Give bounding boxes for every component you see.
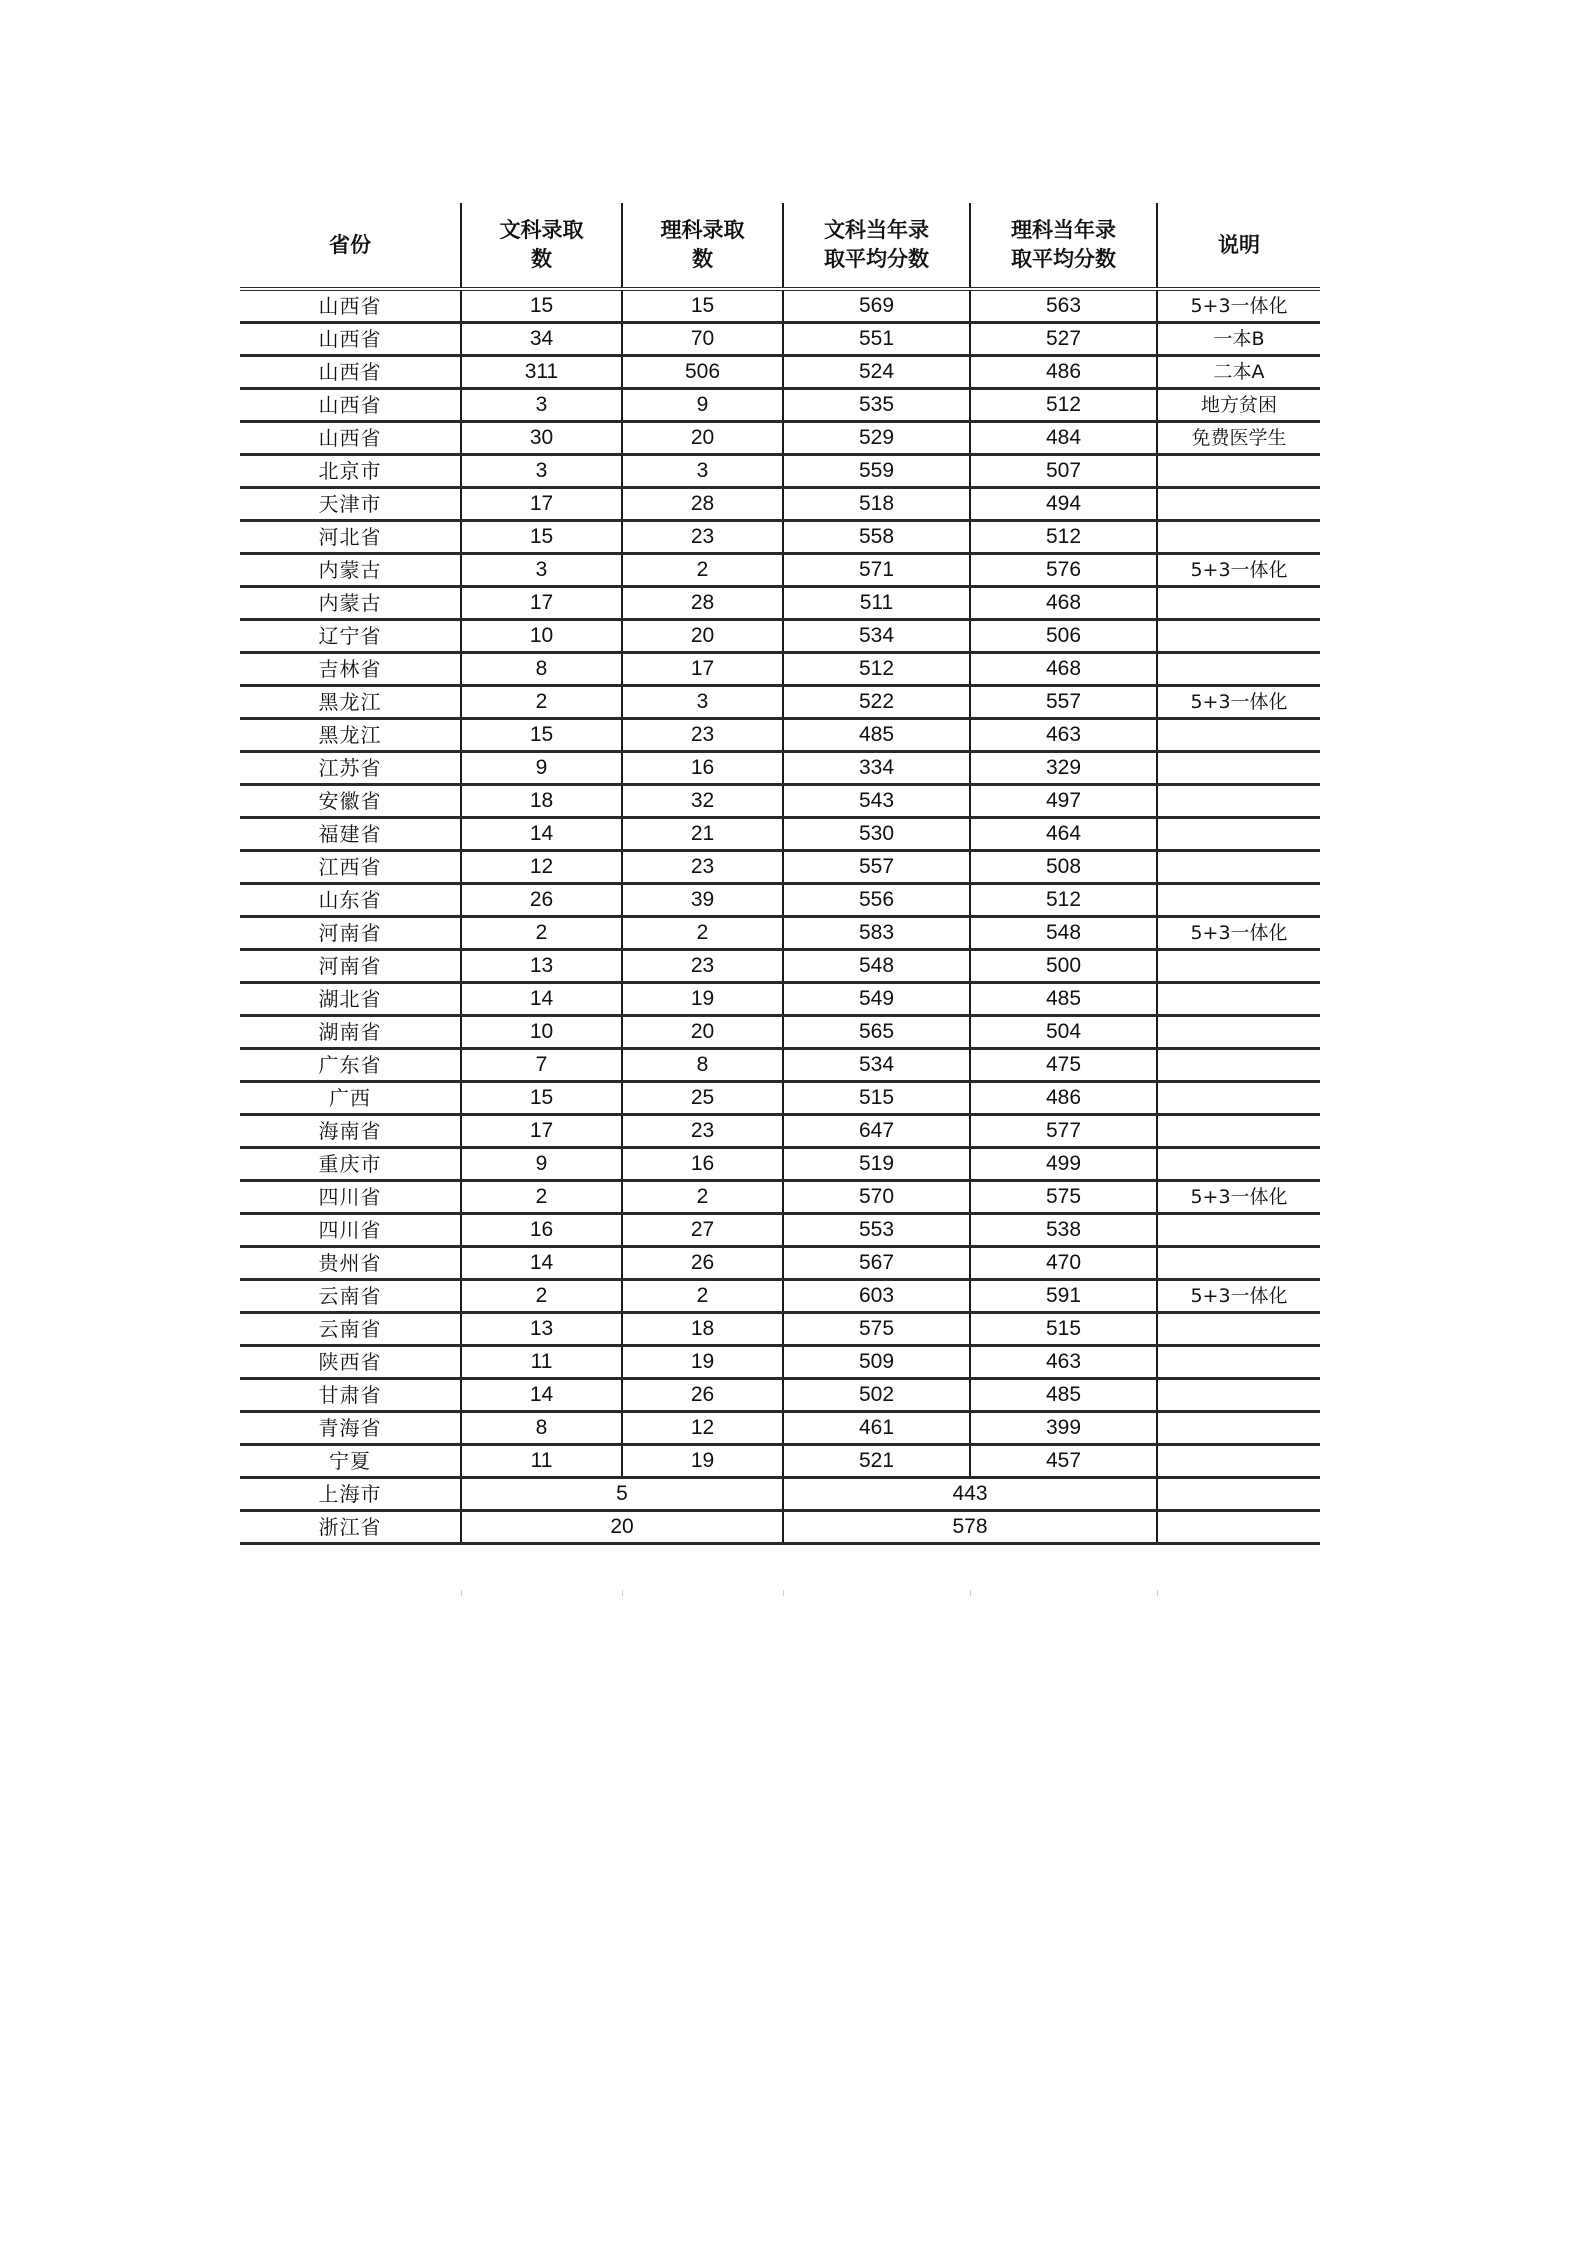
cell-arts-avg: 534 bbox=[783, 1049, 970, 1082]
cell-arts-count: 11 bbox=[461, 1445, 622, 1478]
cell-arts-avg: 571 bbox=[783, 554, 970, 587]
cell-province: 吉林省 bbox=[240, 653, 461, 686]
table-row bbox=[240, 818, 1320, 851]
cell-note bbox=[1157, 719, 1320, 752]
header-text-line: 理科录取 bbox=[660, 218, 745, 242]
header-text-line: 文科录取 bbox=[499, 218, 584, 242]
table-row bbox=[240, 422, 1320, 455]
cell-note: 地方贫困 bbox=[1157, 389, 1320, 422]
header-note bbox=[1157, 203, 1320, 289]
cell-science-count: 8 bbox=[622, 1049, 783, 1082]
cell-province: 山西省 bbox=[240, 389, 461, 422]
cell-science-count: 23 bbox=[622, 851, 783, 884]
cell-province: 辽宁省 bbox=[240, 620, 461, 653]
cell-arts-avg: 575 bbox=[783, 1313, 970, 1346]
cell-science-avg: 470 bbox=[970, 1247, 1157, 1280]
cell-province: 天津市 bbox=[240, 488, 461, 521]
cell-arts-count: 10 bbox=[461, 620, 622, 653]
cell-province: 陕西省 bbox=[240, 1346, 461, 1379]
cell-science-avg: 548 bbox=[970, 917, 1157, 950]
cell-province: 云南省 bbox=[240, 1280, 461, 1313]
cell-arts-avg: 521 bbox=[783, 1445, 970, 1478]
table-row bbox=[240, 323, 1320, 356]
cell-arts-avg: 567 bbox=[783, 1247, 970, 1280]
cell-province: 黑龙江 bbox=[240, 719, 461, 752]
cell-science-count: 19 bbox=[622, 1445, 783, 1478]
cell-science-count: 21 bbox=[622, 818, 783, 851]
cell-province: 河南省 bbox=[240, 917, 461, 950]
cell-note bbox=[1157, 1049, 1320, 1082]
header-row bbox=[240, 203, 1320, 289]
cell-science-avg: 507 bbox=[970, 455, 1157, 488]
cell-science-avg: 575 bbox=[970, 1181, 1157, 1214]
cell-arts-avg: 548 bbox=[783, 950, 970, 983]
cell-province: 青海省 bbox=[240, 1412, 461, 1445]
cell-arts-count: 7 bbox=[461, 1049, 622, 1082]
cell-arts-count: 11 bbox=[461, 1346, 622, 1379]
table-row bbox=[240, 1082, 1320, 1115]
table-row bbox=[240, 752, 1320, 785]
table-row bbox=[240, 653, 1320, 686]
cell-province: 河南省 bbox=[240, 950, 461, 983]
cell-note bbox=[1157, 818, 1320, 851]
cell-province: 上海市 bbox=[240, 1478, 461, 1511]
cell-total-avg: 578 bbox=[783, 1511, 1157, 1544]
cell-arts-count: 17 bbox=[461, 587, 622, 620]
header-province bbox=[240, 203, 461, 289]
cell-note bbox=[1157, 1115, 1320, 1148]
table-row bbox=[240, 1379, 1320, 1412]
cell-total-count: 5 bbox=[461, 1478, 783, 1511]
cell-arts-count: 17 bbox=[461, 488, 622, 521]
cell-arts-count: 34 bbox=[461, 323, 622, 356]
table-row bbox=[240, 884, 1320, 917]
cell-province: 黑龙江 bbox=[240, 686, 461, 719]
cell-province: 四川省 bbox=[240, 1214, 461, 1247]
table-row bbox=[240, 719, 1320, 752]
header-text-line: 文科当年录 bbox=[824, 218, 929, 242]
cell-arts-avg: 511 bbox=[783, 587, 970, 620]
table-row bbox=[240, 1049, 1320, 1082]
cell-note: 免费医学生 bbox=[1157, 422, 1320, 455]
cell-arts-avg: 509 bbox=[783, 1346, 970, 1379]
cell-arts-avg: 556 bbox=[783, 884, 970, 917]
cell-arts-count: 15 bbox=[461, 1082, 622, 1115]
cell-arts-count: 3 bbox=[461, 554, 622, 587]
cell-note: 5+3一体化 bbox=[1157, 1280, 1320, 1313]
table-row bbox=[240, 1016, 1320, 1049]
grid-tick bbox=[970, 1590, 971, 1596]
cell-science-avg: 399 bbox=[970, 1412, 1157, 1445]
cell-science-avg: 512 bbox=[970, 884, 1157, 917]
cell-science-avg: 538 bbox=[970, 1214, 1157, 1247]
cell-science-count: 23 bbox=[622, 1115, 783, 1148]
cell-science-count: 28 bbox=[622, 587, 783, 620]
cell-note bbox=[1157, 950, 1320, 983]
table-row bbox=[240, 983, 1320, 1016]
header-text-line: 数 bbox=[692, 247, 713, 271]
cell-science-avg: 497 bbox=[970, 785, 1157, 818]
table-row bbox=[240, 1148, 1320, 1181]
cell-science-avg: 485 bbox=[970, 1379, 1157, 1412]
cell-science-count: 2 bbox=[622, 1280, 783, 1313]
cell-note bbox=[1157, 752, 1320, 785]
table-row bbox=[240, 389, 1320, 422]
cell-science-avg: 577 bbox=[970, 1115, 1157, 1148]
cell-science-avg: 494 bbox=[970, 488, 1157, 521]
cell-science-avg: 484 bbox=[970, 422, 1157, 455]
cell-arts-avg: 502 bbox=[783, 1379, 970, 1412]
table-row bbox=[240, 851, 1320, 884]
cell-arts-count: 8 bbox=[461, 653, 622, 686]
cell-science-avg: 457 bbox=[970, 1445, 1157, 1478]
table-row bbox=[240, 950, 1320, 983]
cell-arts-count: 14 bbox=[461, 1247, 622, 1280]
cell-note bbox=[1157, 785, 1320, 818]
cell-science-count: 27 bbox=[622, 1214, 783, 1247]
table-row-merged bbox=[240, 1478, 1320, 1511]
cell-arts-avg: 461 bbox=[783, 1412, 970, 1445]
cell-note bbox=[1157, 1412, 1320, 1445]
cell-science-count: 25 bbox=[622, 1082, 783, 1115]
table-row-merged bbox=[240, 1511, 1320, 1544]
table-header bbox=[240, 203, 1320, 289]
cell-arts-count: 15 bbox=[461, 719, 622, 752]
cell-note bbox=[1157, 1346, 1320, 1379]
cell-arts-avg: 524 bbox=[783, 356, 970, 389]
grid-tick bbox=[783, 1590, 784, 1596]
cell-note bbox=[1157, 1511, 1320, 1544]
cell-arts-avg: 485 bbox=[783, 719, 970, 752]
cell-science-count: 12 bbox=[622, 1412, 783, 1445]
table-row bbox=[240, 620, 1320, 653]
cell-province: 福建省 bbox=[240, 818, 461, 851]
grid-tick bbox=[461, 1590, 462, 1596]
cell-province: 云南省 bbox=[240, 1313, 461, 1346]
cell-province: 甘肃省 bbox=[240, 1379, 461, 1412]
cell-province: 广东省 bbox=[240, 1049, 461, 1082]
cell-note bbox=[1157, 983, 1320, 1016]
cell-arts-avg: 583 bbox=[783, 917, 970, 950]
cell-science-count: 26 bbox=[622, 1379, 783, 1412]
header-text-line: 理科当年录 bbox=[1011, 218, 1116, 242]
table-row bbox=[240, 785, 1320, 818]
cell-science-count: 23 bbox=[622, 719, 783, 752]
cell-note bbox=[1157, 851, 1320, 884]
cell-arts-count: 13 bbox=[461, 1313, 622, 1346]
cell-arts-count: 311 bbox=[461, 356, 622, 389]
cell-arts-count: 2 bbox=[461, 1280, 622, 1313]
cell-science-count: 3 bbox=[622, 455, 783, 488]
header-science-avg bbox=[970, 203, 1157, 289]
cell-arts-count: 8 bbox=[461, 1412, 622, 1445]
cell-science-count: 32 bbox=[622, 785, 783, 818]
cell-science-count: 2 bbox=[622, 1181, 783, 1214]
cell-province: 湖北省 bbox=[240, 983, 461, 1016]
cell-science-count: 26 bbox=[622, 1247, 783, 1280]
table-row bbox=[240, 455, 1320, 488]
cell-science-avg: 576 bbox=[970, 554, 1157, 587]
cell-science-count: 20 bbox=[622, 620, 783, 653]
cell-arts-count: 14 bbox=[461, 818, 622, 851]
cell-arts-count: 9 bbox=[461, 752, 622, 785]
table-row bbox=[240, 356, 1320, 389]
cell-science-count: 28 bbox=[622, 488, 783, 521]
table-row bbox=[240, 1115, 1320, 1148]
cell-arts-avg: 549 bbox=[783, 983, 970, 1016]
cell-province: 浙江省 bbox=[240, 1511, 461, 1544]
grid-tick bbox=[1157, 1590, 1158, 1596]
cell-science-count: 3 bbox=[622, 686, 783, 719]
cell-arts-avg: 515 bbox=[783, 1082, 970, 1115]
cell-arts-count: 30 bbox=[461, 422, 622, 455]
cell-arts-avg: 334 bbox=[783, 752, 970, 785]
cell-science-avg: 486 bbox=[970, 356, 1157, 389]
cell-arts-avg: 530 bbox=[783, 818, 970, 851]
cell-province: 四川省 bbox=[240, 1181, 461, 1214]
cell-province: 山西省 bbox=[240, 289, 461, 323]
cell-science-avg: 468 bbox=[970, 653, 1157, 686]
table-row bbox=[240, 289, 1320, 323]
cell-note bbox=[1157, 1445, 1320, 1478]
cell-science-avg: 486 bbox=[970, 1082, 1157, 1115]
cell-arts-count: 15 bbox=[461, 289, 622, 323]
cell-note bbox=[1157, 1214, 1320, 1247]
cell-arts-avg: 529 bbox=[783, 422, 970, 455]
header-text-line: 取平均分数 bbox=[824, 247, 929, 271]
cell-science-count: 39 bbox=[622, 884, 783, 917]
cell-science-avg: 508 bbox=[970, 851, 1157, 884]
table-row bbox=[240, 917, 1320, 950]
cell-province: 河北省 bbox=[240, 521, 461, 554]
admission-table bbox=[240, 203, 1320, 1545]
cell-science-count: 2 bbox=[622, 917, 783, 950]
table-row bbox=[240, 686, 1320, 719]
cell-arts-count: 2 bbox=[461, 917, 622, 950]
cell-note bbox=[1157, 884, 1320, 917]
table-row bbox=[240, 1181, 1320, 1214]
cell-arts-count: 26 bbox=[461, 884, 622, 917]
cell-arts-avg: 603 bbox=[783, 1280, 970, 1313]
cell-science-avg: 475 bbox=[970, 1049, 1157, 1082]
cell-note: 5+3一体化 bbox=[1157, 1181, 1320, 1214]
cell-note bbox=[1157, 488, 1320, 521]
cell-arts-avg: 647 bbox=[783, 1115, 970, 1148]
cell-science-avg: 464 bbox=[970, 818, 1157, 851]
header-arts-avg bbox=[783, 203, 970, 289]
cell-province: 山西省 bbox=[240, 422, 461, 455]
cell-science-count: 20 bbox=[622, 1016, 783, 1049]
cell-note: 一本B bbox=[1157, 323, 1320, 356]
table-row bbox=[240, 1247, 1320, 1280]
cell-science-avg: 463 bbox=[970, 1346, 1157, 1379]
cell-science-avg: 485 bbox=[970, 983, 1157, 1016]
grid-tick bbox=[622, 1590, 623, 1596]
cell-science-count: 2 bbox=[622, 554, 783, 587]
cell-science-count: 19 bbox=[622, 983, 783, 1016]
cell-arts-count: 2 bbox=[461, 686, 622, 719]
cell-arts-count: 3 bbox=[461, 389, 622, 422]
cell-province: 山西省 bbox=[240, 356, 461, 389]
cell-arts-avg: 519 bbox=[783, 1148, 970, 1181]
cell-science-count: 16 bbox=[622, 1148, 783, 1181]
table-row bbox=[240, 1280, 1320, 1313]
cell-province: 海南省 bbox=[240, 1115, 461, 1148]
cell-province: 江苏省 bbox=[240, 752, 461, 785]
cell-science-count: 506 bbox=[622, 356, 783, 389]
cell-science-avg: 563 bbox=[970, 289, 1157, 323]
cell-province: 贵州省 bbox=[240, 1247, 461, 1280]
cell-province: 安徽省 bbox=[240, 785, 461, 818]
cell-arts-count: 14 bbox=[461, 983, 622, 1016]
cell-science-avg: 463 bbox=[970, 719, 1157, 752]
cell-arts-avg: 518 bbox=[783, 488, 970, 521]
cell-science-count: 17 bbox=[622, 653, 783, 686]
table-row bbox=[240, 1214, 1320, 1247]
cell-province: 北京市 bbox=[240, 455, 461, 488]
header-text-line: 说明 bbox=[1218, 232, 1260, 257]
cell-province: 重庆市 bbox=[240, 1148, 461, 1181]
cell-arts-avg: 570 bbox=[783, 1181, 970, 1214]
cell-science-avg: 512 bbox=[970, 389, 1157, 422]
cell-note bbox=[1157, 1148, 1320, 1181]
header-text-line: 数 bbox=[531, 247, 552, 271]
cell-province: 内蒙古 bbox=[240, 554, 461, 587]
cell-province: 山西省 bbox=[240, 323, 461, 356]
cell-arts-avg: 559 bbox=[783, 455, 970, 488]
cell-note: 二本A bbox=[1157, 356, 1320, 389]
table-row bbox=[240, 1313, 1320, 1346]
table-row bbox=[240, 1445, 1320, 1478]
table-body bbox=[240, 289, 1320, 1544]
header-arts-count bbox=[461, 203, 622, 289]
cell-note bbox=[1157, 1247, 1320, 1280]
cell-arts-avg: 535 bbox=[783, 389, 970, 422]
cell-arts-avg: 557 bbox=[783, 851, 970, 884]
cell-note bbox=[1157, 1379, 1320, 1412]
cell-arts-count: 10 bbox=[461, 1016, 622, 1049]
cell-note bbox=[1157, 1016, 1320, 1049]
cell-arts-count: 3 bbox=[461, 455, 622, 488]
table-row bbox=[240, 554, 1320, 587]
cell-note bbox=[1157, 620, 1320, 653]
cell-arts-count: 13 bbox=[461, 950, 622, 983]
cell-science-avg: 527 bbox=[970, 323, 1157, 356]
cell-note bbox=[1157, 1478, 1320, 1511]
cell-arts-count: 9 bbox=[461, 1148, 622, 1181]
cell-total-count: 20 bbox=[461, 1511, 783, 1544]
cell-note bbox=[1157, 587, 1320, 620]
cell-province: 山东省 bbox=[240, 884, 461, 917]
cell-arts-avg: 569 bbox=[783, 289, 970, 323]
cell-science-count: 23 bbox=[622, 521, 783, 554]
cell-arts-count: 14 bbox=[461, 1379, 622, 1412]
cell-science-avg: 468 bbox=[970, 587, 1157, 620]
cell-note: 5+3一体化 bbox=[1157, 289, 1320, 323]
cell-note bbox=[1157, 1082, 1320, 1115]
cell-arts-count: 18 bbox=[461, 785, 622, 818]
cell-note: 5+3一体化 bbox=[1157, 917, 1320, 950]
cell-arts-avg: 522 bbox=[783, 686, 970, 719]
cell-note bbox=[1157, 1313, 1320, 1346]
table-row bbox=[240, 587, 1320, 620]
cell-province: 湖南省 bbox=[240, 1016, 461, 1049]
cell-arts-count: 15 bbox=[461, 521, 622, 554]
cell-arts-avg: 543 bbox=[783, 785, 970, 818]
cell-science-avg: 591 bbox=[970, 1280, 1157, 1313]
cell-science-count: 9 bbox=[622, 389, 783, 422]
cell-arts-count: 16 bbox=[461, 1214, 622, 1247]
cell-science-avg: 557 bbox=[970, 686, 1157, 719]
cell-province: 宁夏 bbox=[240, 1445, 461, 1478]
table-row bbox=[240, 521, 1320, 554]
cell-science-avg: 515 bbox=[970, 1313, 1157, 1346]
cell-science-count: 20 bbox=[622, 422, 783, 455]
header-science-count bbox=[622, 203, 783, 289]
cell-note bbox=[1157, 455, 1320, 488]
cell-note: 5+3一体化 bbox=[1157, 554, 1320, 587]
header-text-line: 省份 bbox=[329, 232, 371, 257]
cell-arts-avg: 534 bbox=[783, 620, 970, 653]
table-row bbox=[240, 1412, 1320, 1445]
cell-arts-avg: 553 bbox=[783, 1214, 970, 1247]
cell-science-avg: 500 bbox=[970, 950, 1157, 983]
cell-province: 广西 bbox=[240, 1082, 461, 1115]
cell-science-avg: 512 bbox=[970, 521, 1157, 554]
cell-science-count: 19 bbox=[622, 1346, 783, 1379]
cell-note: 5+3一体化 bbox=[1157, 686, 1320, 719]
cell-arts-avg: 558 bbox=[783, 521, 970, 554]
cell-science-count: 16 bbox=[622, 752, 783, 785]
cell-arts-avg: 512 bbox=[783, 653, 970, 686]
header-text-line: 取平均分数 bbox=[1011, 247, 1116, 271]
cell-arts-count: 2 bbox=[461, 1181, 622, 1214]
cell-science-avg: 506 bbox=[970, 620, 1157, 653]
cell-arts-avg: 551 bbox=[783, 323, 970, 356]
cell-science-avg: 329 bbox=[970, 752, 1157, 785]
cell-science-count: 18 bbox=[622, 1313, 783, 1346]
cell-science-count: 23 bbox=[622, 950, 783, 983]
table-row bbox=[240, 1346, 1320, 1379]
cell-province: 内蒙古 bbox=[240, 587, 461, 620]
cell-note bbox=[1157, 521, 1320, 554]
table-row bbox=[240, 488, 1320, 521]
cell-science-count: 70 bbox=[622, 323, 783, 356]
cell-arts-avg: 565 bbox=[783, 1016, 970, 1049]
cell-province: 江西省 bbox=[240, 851, 461, 884]
cell-arts-count: 17 bbox=[461, 1115, 622, 1148]
cell-total-avg: 443 bbox=[783, 1478, 1157, 1511]
cell-note bbox=[1157, 653, 1320, 686]
cell-arts-count: 12 bbox=[461, 851, 622, 884]
cell-science-count: 15 bbox=[622, 289, 783, 323]
cell-science-avg: 499 bbox=[970, 1148, 1157, 1181]
cell-science-avg: 504 bbox=[970, 1016, 1157, 1049]
